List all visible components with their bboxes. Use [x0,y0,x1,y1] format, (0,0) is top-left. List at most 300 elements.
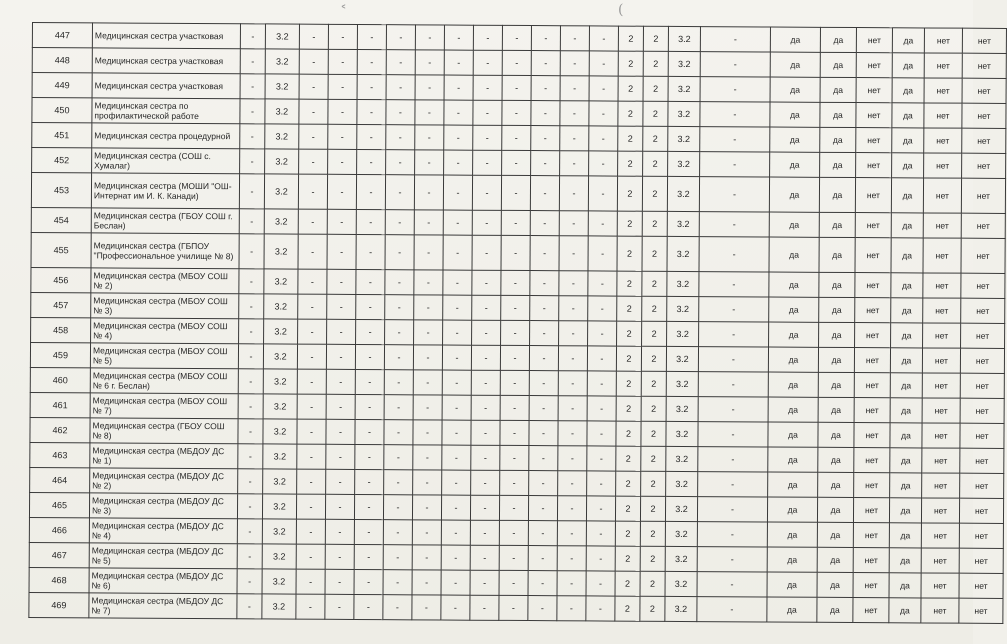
cell: - [297,444,326,469]
yes-no-cell: нет [962,103,1006,128]
cell: - [531,151,560,176]
cell: - [385,320,414,345]
cell: - [443,210,472,235]
yes-no-cell: да [892,53,924,78]
position-name: Медицинская сестра (МБДОУ ДС № 6) [89,568,237,594]
cell: 2 [618,126,643,151]
yes-no-cell: да [892,153,924,178]
cell: - [471,395,500,420]
cell: - [586,546,615,571]
yes-no-cell: да [817,547,853,572]
position-name: Медицинская сестра (МБДОУ ДС № 5) [89,543,237,569]
yes-no-cell: нет [923,178,961,213]
yes-no-cell: да [820,77,856,102]
yes-no-cell: нет [855,273,891,298]
cell: - [470,520,499,545]
yes-no-cell: нет [962,128,1006,153]
cell: - [239,234,264,269]
yes-no-cell: да [891,298,923,323]
cell: - [472,210,501,235]
row-number: 457 [31,292,91,317]
cell: - [528,571,557,596]
cell: - [589,126,618,151]
yes-no-cell: да [769,237,819,272]
cell: - [326,369,355,394]
cell: - [327,319,356,344]
cell: - [560,151,589,176]
position-name: Медицинская сестра (МБДОУ ДС № 2) [90,468,238,494]
cell: - [557,521,586,546]
cell: - [412,595,441,620]
cell: - [528,496,557,521]
yes-no-cell: да [768,397,818,422]
yes-no-cell: нет [856,103,892,128]
yes-no-cell: нет [853,548,889,573]
yes-no-cell: да [891,238,923,273]
cell: - [414,175,443,210]
row-number: 469 [29,592,89,617]
cell: - [240,124,265,149]
yes-no-cell: да [818,422,854,447]
cell: - [528,546,557,571]
cell: - [356,234,385,269]
position-name: Медицинская сестра (ГБОУ СОШ № 8) [90,418,238,444]
cell: - [444,125,473,150]
cell: - [473,75,502,100]
yes-no-cell: да [819,237,855,272]
cell: - [356,319,385,344]
yes-no-cell: нет [921,548,959,573]
yes-no-cell: нет [924,153,962,178]
cell: - [415,50,444,75]
cell: - [560,101,589,126]
cell: - [501,320,530,345]
yes-no-cell: нет [961,238,1005,273]
cell: 3.2 [265,49,299,74]
cell: - [414,210,443,235]
yes-no-cell: нет [856,53,892,78]
row-number: 448 [32,48,92,73]
table-row [31,173,1005,214]
cell: - [296,519,325,544]
yes-no-cell: нет [961,323,1005,348]
pen-mark-icon: ( [618,2,624,18]
cell: - [237,544,262,569]
yes-no-cell: да [768,447,818,472]
row-number: 453 [31,173,91,208]
cell: - [700,77,770,102]
cell: - [413,470,442,495]
yes-no-cell: да [890,473,922,498]
cell: 3.2 [666,471,698,496]
cell: 3.2 [665,521,697,546]
cell: 3.2 [668,101,700,126]
cell: 2 [617,176,642,211]
yes-no-cell: да [818,447,854,472]
cell: - [501,270,530,295]
cell: - [386,150,415,175]
cell: 2 [618,51,643,76]
yes-no-cell: да [890,348,922,373]
cell: 2 [618,151,643,176]
cell: - [414,295,443,320]
yes-no-cell: нет [921,573,959,598]
yes-no-cell: нет [962,153,1006,178]
cell: - [384,470,413,495]
cell: - [325,594,354,619]
cell: - [237,494,262,519]
cell: - [699,237,769,272]
row-number: 460 [30,367,90,392]
cell: - [473,100,502,125]
cell: - [357,124,386,149]
cell: - [414,320,443,345]
position-name: Медицинская сестра (МБОУ СОШ № 6 г. Беслан) [90,368,238,394]
position-name: Медицинская сестра (МБОУ СОШ № 2) [91,268,239,294]
row-number: 456 [31,267,91,292]
cell: - [698,347,768,372]
cell: - [298,209,327,234]
yes-no-cell: да [890,373,922,398]
yes-no-cell: нет [923,213,961,238]
cell: - [239,319,264,344]
cell: - [529,346,558,371]
cell: - [355,444,384,469]
cell: - [383,570,412,595]
cell: 2 [617,271,642,296]
cell: - [237,519,262,544]
cell: - [698,397,768,422]
row-number: 466 [29,517,89,542]
cell: 3.2 [263,419,297,444]
cell: - [588,211,617,236]
cell: - [530,176,559,211]
cell: 3.2 [263,444,297,469]
assessment-table [28,22,1007,624]
cell: - [528,596,557,621]
cell: 2 [642,176,667,211]
cell: - [240,149,265,174]
cell: - [354,494,383,519]
cell: - [470,495,499,520]
yes-no-cell: да [769,297,819,322]
position-name: Медицинская сестра по профилактической работе [92,98,240,124]
cell: - [443,295,472,320]
cell: - [239,269,264,294]
cell: - [383,545,412,570]
yes-no-cell: нет [922,398,960,423]
cell: - [384,420,413,445]
cell: - [500,445,529,470]
cell: 2 [641,346,666,371]
cell: - [558,471,587,496]
cell: 3.2 [265,149,299,174]
cell: - [699,177,769,212]
yes-no-cell: нет [854,473,890,498]
cell: - [385,270,414,295]
cell: - [501,295,530,320]
cell: - [444,100,473,125]
cell: - [500,370,529,395]
cell: 3.2 [262,594,296,619]
cell: - [559,271,588,296]
cell: 2 [642,211,667,236]
cell: - [586,496,615,521]
cell: - [471,345,500,370]
yes-no-cell: да [770,152,820,177]
cell: - [325,519,354,544]
yes-no-cell: да [770,77,820,102]
cell: 2 [616,346,641,371]
row-number: 462 [30,417,90,442]
cell: 3.2 [263,394,297,419]
cell: - [240,74,265,99]
yes-no-cell: нет [924,78,962,103]
yes-no-cell: да [890,398,922,423]
cell: - [356,294,385,319]
cell: - [700,27,770,52]
cell: - [587,346,616,371]
row-number: 463 [30,442,90,467]
yes-no-cell: нет [960,423,1004,448]
cell: - [698,422,768,447]
cell: - [586,596,615,621]
cell: - [443,175,472,210]
cell: - [587,371,616,396]
yes-no-cell: да [767,522,817,547]
yes-no-cell: да [891,178,923,213]
cell: - [529,396,558,421]
cell: 2 [617,321,642,346]
cell: - [557,596,586,621]
cell: - [386,50,415,75]
cell: - [442,345,471,370]
yes-no-cell: да [770,52,820,77]
cell: - [238,394,263,419]
yes-no-cell: да [818,472,854,497]
cell: - [296,569,325,594]
cell: - [529,446,558,471]
cell: 2 [640,596,665,621]
yes-no-cell: да [889,573,921,598]
cell: - [326,469,355,494]
cell: - [588,321,617,346]
cell: - [500,345,529,370]
cell: - [357,24,386,49]
yes-no-cell: нет [856,78,892,103]
cell: - [442,370,471,395]
cell: 2 [643,151,668,176]
yes-no-cell: нет [853,498,889,523]
cell: - [357,74,386,99]
yes-no-cell: нет [921,498,959,523]
cell: 3.2 [263,344,297,369]
yes-no-cell: да [768,422,818,447]
cell: 2 [615,596,640,621]
cell: 3.2 [264,319,298,344]
cell: - [386,100,415,125]
yes-no-cell: нет [854,423,890,448]
cell: 3.2 [667,211,699,236]
yes-no-cell: да [818,347,854,372]
cell: - [501,175,530,210]
cell: - [559,296,588,321]
cell: - [415,25,444,50]
yes-no-cell: да [817,572,853,597]
yes-no-cell: нет [962,53,1006,78]
cell: - [700,102,770,127]
position-name: Медицинская сестра (ГБОУ СОШ г. Беслан) [91,208,239,234]
cell: - [530,211,559,236]
cell: 2 [616,446,641,471]
cell: - [470,595,499,620]
cell: 2 [615,521,640,546]
cell: 2 [643,76,668,101]
cell: - [385,295,414,320]
cell: - [412,520,441,545]
cell: - [502,150,531,175]
cell: - [558,346,587,371]
cell: - [297,369,326,394]
cell: - [297,469,326,494]
cell: - [298,294,327,319]
cell: 3.2 [668,151,700,176]
cell: - [697,522,767,547]
yes-no-cell: да [891,213,923,238]
yes-no-cell: нет [922,423,960,448]
yes-no-cell: нет [921,523,959,548]
yes-no-cell: да [767,497,817,522]
cell: - [385,175,414,210]
cell: - [698,372,768,397]
cell: 3.2 [665,546,697,571]
yes-no-cell: да [820,27,856,52]
yes-no-cell: нет [923,238,961,273]
cell: - [356,174,385,209]
cell: - [559,236,588,271]
cell: 2 [640,571,665,596]
yes-no-cell: да [892,128,924,153]
yes-no-cell: нет [961,178,1005,213]
yes-no-cell: нет [924,53,962,78]
cell: - [588,271,617,296]
yes-no-cell: да [891,323,923,348]
cell: 3.2 [666,446,698,471]
row-number: 455 [31,232,91,267]
yes-no-cell: нет [961,273,1005,298]
cell: - [384,370,413,395]
cell: - [297,419,326,444]
cell: - [531,76,560,101]
cell: 2 [617,211,642,236]
yes-no-cell: да [890,448,922,473]
cell: 2 [618,101,643,126]
yes-no-cell: нет [855,213,891,238]
cell: - [413,445,442,470]
cell: 2 [615,546,640,571]
yes-no-cell: нет [855,178,891,213]
cell: - [558,371,587,396]
cell: - [441,520,470,545]
cell: - [238,419,263,444]
cell: - [327,174,356,209]
yes-no-cell: нет [854,348,890,373]
cell: - [560,26,589,51]
yes-no-cell: нет [856,128,892,153]
cell: - [386,125,415,150]
position-name: Медицинская сестра (МБДОУ ДС № 1) [90,443,238,469]
cell: - [531,26,560,51]
yes-no-cell: нет [959,498,1003,523]
cell: - [355,344,384,369]
cell: 3.2 [666,346,698,371]
cell: - [299,99,328,124]
yes-no-cell: да [889,598,921,623]
cell: - [697,547,767,572]
yes-no-cell: нет [960,448,1004,473]
cell: 2 [641,471,666,496]
yes-no-cell: нет [854,398,890,423]
position-name: Медицинская сестра (ГБПОУ "Профессиональное училище № 8) [91,233,239,269]
cell: - [699,322,769,347]
cell: - [589,151,618,176]
cell: - [328,124,357,149]
position-name: Медицинская сестра (МБДОУ ДС № 7) [89,593,237,619]
yes-no-cell: да [820,152,856,177]
row-number: 467 [29,542,89,567]
pen-mark-icon: ˂ [340,4,347,20]
cell: - [238,369,263,394]
yes-no-cell: да [889,548,921,573]
cell: - [356,269,385,294]
cell: 3.2 [667,271,699,296]
cell: - [559,321,588,346]
cell: 3.2 [665,496,697,521]
cell: - [586,571,615,596]
cell: 2 [618,26,643,51]
yes-no-cell: нет [924,103,962,128]
cell: - [385,210,414,235]
cell: 3.2 [263,469,297,494]
cell: - [237,594,262,619]
yes-no-cell: да [817,597,853,622]
cell: - [299,49,328,74]
cell: - [327,209,356,234]
cell: - [413,370,442,395]
yes-no-cell: да [769,212,819,237]
cell: - [499,595,528,620]
cell: - [239,209,264,234]
yes-no-cell: да [890,423,922,448]
row-number: 465 [29,492,89,517]
cell: - [531,101,560,126]
cell: - [326,394,355,419]
yes-no-cell: нет [922,448,960,473]
cell: - [325,544,354,569]
cell: 3.2 [667,176,699,211]
yes-no-cell: да [767,597,817,622]
cell: - [384,345,413,370]
yes-no-cell: нет [922,348,960,373]
table-body [29,23,1007,624]
yes-no-cell: нет [960,398,1004,423]
yes-no-cell: нет [923,323,961,348]
cell: 3.2 [262,494,296,519]
yes-no-cell: нет [924,28,962,53]
cell: - [441,595,470,620]
yes-no-cell: нет [962,28,1006,53]
yes-no-cell: да [820,102,856,127]
